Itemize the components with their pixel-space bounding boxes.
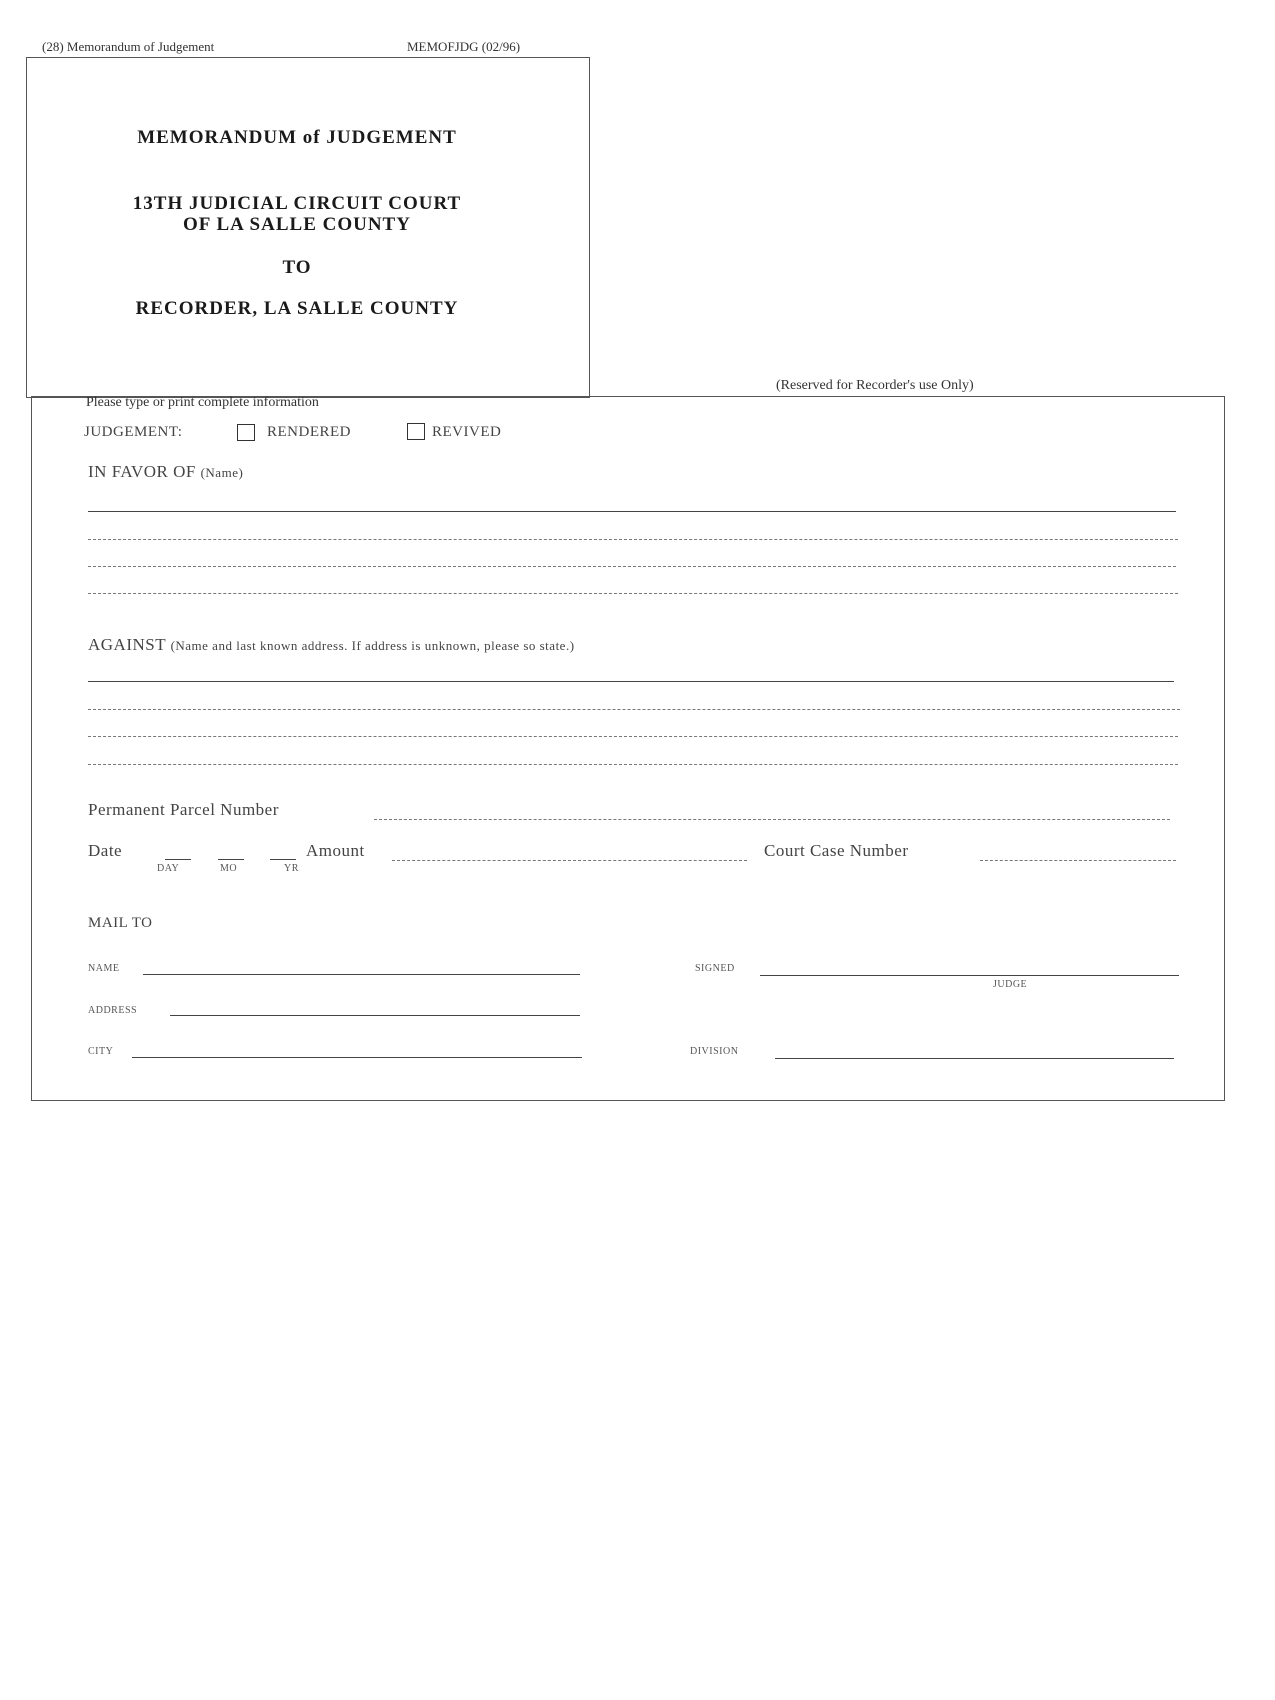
in-favor-of-line-2[interactable] — [88, 539, 1178, 540]
division-label: DIVISION — [690, 1046, 739, 1057]
signed-label: SIGNED — [695, 963, 735, 974]
court-case-label: Court Case Number — [764, 841, 909, 860]
mo-label: MO — [220, 863, 238, 874]
date-yr-field[interactable] — [270, 859, 296, 860]
revived-label: REVIVED — [432, 424, 502, 440]
form-code: MEMOFJDG (02/96) — [407, 39, 521, 54]
city-field[interactable] — [132, 1057, 582, 1058]
amount-label: Amount — [306, 841, 365, 860]
court-case-field[interactable] — [980, 860, 1176, 861]
form-name: (28) Memorandum of Judgement — [42, 39, 215, 54]
judgement-label: JUDGEMENT: — [84, 424, 183, 440]
in-favor-of-label — [88, 462, 243, 482]
name-field[interactable] — [143, 974, 580, 975]
judge-label: JUDGE — [993, 979, 1028, 990]
in-favor-of-hint: (Name) — [200, 465, 244, 480]
mail-to-label: MAIL TO — [88, 915, 153, 931]
address-label: ADDRESS — [88, 1005, 138, 1016]
against-line-2[interactable] — [88, 709, 1180, 710]
parcel-field[interactable] — [374, 819, 1170, 820]
reserved-note: (Reserved for Recorder's use Only) — [776, 378, 974, 393]
against-line-1[interactable] — [88, 681, 1174, 682]
amount-field[interactable] — [392, 860, 747, 861]
address-field[interactable] — [170, 1015, 580, 1016]
against-text: AGAINST — [88, 635, 166, 654]
division-field[interactable] — [775, 1058, 1174, 1059]
rendered-label: RENDERED — [267, 424, 351, 440]
form-title: MEMORANDUM of JUDGEMENT — [137, 127, 457, 148]
in-favor-of-line-4[interactable] — [88, 593, 1178, 594]
day-label: DAY — [157, 863, 180, 874]
parcel-label: Permanent Parcel Number — [88, 800, 279, 819]
yr-label: YR — [284, 863, 299, 874]
date-label: Date — [88, 841, 123, 860]
rendered-checkbox[interactable] — [237, 424, 255, 441]
recorder-label: RECORDER, LA SALLE COUNTY — [135, 298, 459, 319]
against-line-3[interactable] — [88, 736, 1178, 737]
against-label — [88, 635, 575, 655]
to-label: TO — [282, 257, 312, 278]
court-line1: 13TH JUDICIAL CIRCUIT COURT — [132, 193, 462, 214]
revived-checkbox[interactable] — [407, 423, 425, 440]
instruction: Please type or print complete information — [86, 395, 319, 410]
signed-field[interactable] — [760, 975, 1179, 976]
against-hint: (Name and last known address. If address is unknown, please so state.) — [170, 638, 575, 653]
city-label: CITY — [88, 1046, 114, 1057]
in-favor-of-text: IN FAVOR OF — [88, 462, 196, 481]
name-label: NAME — [88, 963, 120, 974]
against-line-4[interactable] — [88, 764, 1178, 765]
form-box — [31, 396, 1225, 1101]
date-day-field[interactable] — [165, 859, 191, 860]
date-mo-field[interactable] — [218, 859, 244, 860]
in-favor-of-line-3[interactable] — [88, 566, 1176, 567]
in-favor-of-line-1[interactable] — [88, 511, 1176, 512]
court-line2: OF LA SALLE COUNTY — [183, 214, 411, 235]
